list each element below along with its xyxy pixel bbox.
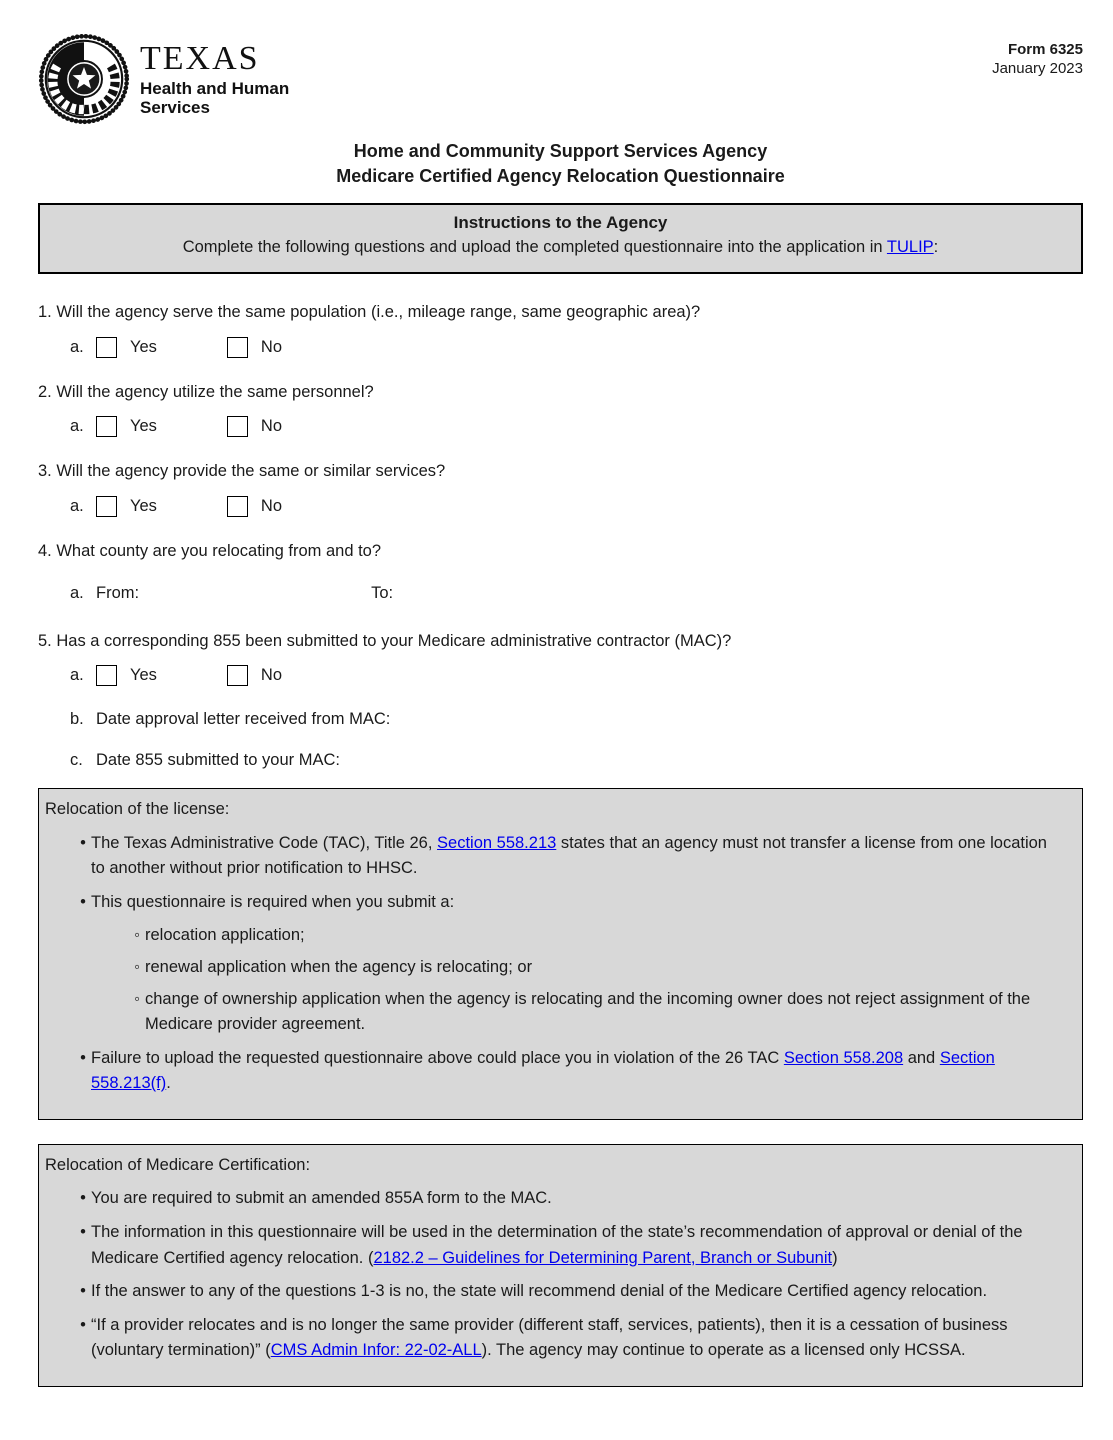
license-subbullet-2 — [45, 955, 1070, 981]
question-1-no-checkbox[interactable] — [227, 337, 248, 358]
question-3-no-label: No — [260, 496, 283, 515]
logo-text — [140, 33, 289, 117]
question-3-number: 3. — [38, 462, 52, 481]
question-3-yes-label: Yes — [130, 496, 157, 515]
medicare-bullet-2-text — [91, 1220, 1070, 1271]
question-5-label: Has a corresponding 855 been submitted to your Medicare administrative contractor (MAC)? — [56, 631, 732, 650]
circle-bullet-icon: ◦ — [134, 958, 140, 976]
form-info — [992, 33, 1083, 79]
tulip-link[interactable]: TULIP — [886, 238, 934, 257]
question-5-yes-checkbox[interactable] — [96, 665, 117, 686]
question-5-number: 5. — [38, 631, 52, 650]
document-title — [38, 139, 1083, 189]
question-2-answers — [70, 416, 1083, 437]
question-1-yes-checkbox[interactable] — [96, 337, 117, 358]
cms-admin-info-link[interactable]: CMS Admin Infor: 22-02-ALL — [270, 1341, 482, 1360]
question-5b-row — [70, 710, 1083, 729]
bullet-icon: • — [80, 833, 86, 852]
medicare-bullet-4-text — [91, 1313, 1070, 1364]
bullet-icon: • — [80, 1315, 86, 1334]
question-2-number: 2. — [38, 382, 52, 401]
license-bullet-1-text — [91, 831, 1070, 882]
license-bullet-1-post: states that an agency must not transfer a license from one location to another without prior notification to HHSC. — [91, 833, 1047, 878]
question-1-letter: a. — [70, 337, 84, 356]
medicare-bullet-1-text: You are required to submit an amended 855A form to the MAC. — [91, 1189, 552, 1208]
medicare-box-heading: Relocation of Medicare Certification: — [45, 1155, 311, 1174]
logo-sub-line2: Services — [140, 98, 210, 118]
section-558-213-link[interactable]: Section 558.213 — [437, 833, 557, 852]
texas-hhs-logo — [38, 33, 289, 125]
section-558-208-link[interactable]: Section 558.208 — [783, 1048, 904, 1067]
license-subbullet-1-text: relocation application; — [145, 926, 305, 945]
instructions-box — [38, 203, 1083, 274]
bullet-icon: • — [80, 892, 86, 911]
license-bullet-3-mid: and — [903, 1048, 940, 1067]
medicare-bullet-2 — [45, 1220, 1070, 1271]
license-bullet-3 — [45, 1046, 1070, 1097]
question-3-no-checkbox[interactable] — [227, 496, 248, 517]
question-1-no-label: No — [260, 337, 283, 356]
question-5-letter: a. — [70, 666, 84, 685]
question-3-answers — [70, 496, 1083, 517]
question-4-text — [38, 541, 1083, 562]
license-bullet-3-text — [91, 1046, 1070, 1097]
question-1-text — [38, 302, 1083, 323]
circle-bullet-icon: ◦ — [134, 989, 140, 1008]
question-1-yes-label: Yes — [130, 337, 157, 356]
license-subbullet-2-text: renewal application when the agency is relocating; or — [145, 958, 533, 976]
question-1-number: 1. — [38, 303, 52, 322]
license-subbullet-3-text: change of ownership application when the agency is relocating and the incoming owner does not reject assignment of the Medicare provider agreement. — [145, 989, 1031, 1034]
question-4-from-label: From: — [96, 583, 140, 602]
question-3-label: Will the agency provide the same or similar services? — [56, 462, 446, 481]
question-1-label: Will the agency serve the same population (i.e., mileage range, same geographic area)? — [56, 303, 701, 322]
license-bullet-2-text: This questionnaire is required when you submit a: — [91, 892, 455, 911]
question-1 — [38, 302, 1083, 358]
question-2-text — [38, 382, 1083, 403]
medicare-bullet-1 — [45, 1186, 1070, 1212]
license-bullet-3-pre: Failure to upload the requested questionnaire above could place you in violation of the 26 TAC — [91, 1048, 784, 1067]
question-5-text — [38, 631, 1083, 652]
question-3-yes-checkbox[interactable] — [96, 496, 117, 517]
medicare-bullet-4-post: ). The agency may continue to operate as a licensed only HCSSA. — [481, 1341, 966, 1360]
instructions-text-after: : — [933, 238, 939, 257]
question-5-yes-label: Yes — [130, 666, 157, 685]
logo-sub-text — [140, 79, 289, 117]
license-bullet-3-post: . — [166, 1074, 171, 1093]
logo-sub-line1: Health and Human — [140, 79, 290, 99]
license-subbullet-1 — [45, 923, 1070, 949]
medicare-bullet-4 — [45, 1313, 1070, 1364]
guidelines-2182-link[interactable]: 2182.2 – Guidelines for Determining Parent, Branch or Subunit — [373, 1248, 833, 1267]
question-3-letter: a. — [70, 496, 84, 515]
license-bullet-1 — [45, 831, 1070, 882]
medicare-bullet-2-post: ) — [832, 1248, 838, 1267]
question-2-yes-label: Yes — [130, 417, 157, 436]
bullet-icon: • — [80, 1222, 86, 1241]
question-4-from-to-row — [70, 584, 1083, 603]
question-3-text — [38, 461, 1083, 482]
instructions-text — [50, 235, 1071, 260]
question-2 — [38, 382, 1083, 438]
license-relocation-box — [38, 788, 1083, 1120]
instructions-heading: Instructions to the Agency — [453, 213, 668, 233]
license-box-heading: Relocation of the license: — [45, 800, 230, 819]
section-558-213f-link[interactable]: Section 558.213(f) — [91, 1048, 995, 1093]
document-title-line2: Medicare Certified Agency Relocation Questionnaire — [336, 166, 785, 187]
question-2-label: Will the agency utilize the same personnel? — [56, 382, 374, 401]
bullet-icon: • — [80, 1189, 86, 1208]
page-header — [38, 33, 1083, 125]
question-2-letter: a. — [70, 417, 84, 436]
question-4 — [38, 541, 1083, 603]
question-5c-label: Date 855 submitted to your MAC: — [96, 751, 340, 770]
medicare-bullet-3-text: If the answer to any of the questions 1-3 is no, the state will recommend denial of the Medicare Certified agency relocation. — [91, 1282, 988, 1301]
question-5-no-checkbox[interactable] — [227, 665, 248, 686]
question-5-answers — [70, 665, 1083, 686]
medicare-bullet-3 — [45, 1279, 1070, 1305]
question-5c-letter: c. — [70, 751, 83, 770]
medicare-relocation-box — [38, 1144, 1083, 1387]
form-number: Form 6325 — [1007, 41, 1083, 58]
question-4-letter: a. — [70, 583, 84, 602]
form-date: January 2023 — [992, 59, 1083, 77]
bullet-icon: • — [80, 1048, 86, 1067]
question-5c-row — [70, 751, 1083, 770]
question-5-no-label: No — [260, 666, 283, 685]
question-4-label: What county are you relocating from and to? — [56, 541, 382, 560]
question-4-number: 4. — [38, 541, 52, 560]
question-2-yes-checkbox[interactable] — [96, 416, 117, 437]
question-2-no-label: No — [260, 417, 283, 436]
question-5b-label: Date approval letter received from MAC: — [96, 710, 391, 729]
bullet-icon: • — [80, 1282, 86, 1301]
question-3 — [38, 461, 1083, 517]
medicare-bullet-2-pre: The information in this questionnaire will be used in the determination of the state’s recommendation of approval or denial of the Medicare Certified agency relocation. ( — [91, 1222, 1023, 1267]
logo-org-name: TEXAS — [140, 40, 260, 77]
question-5b-letter: b. — [70, 710, 84, 729]
document-title-line1: Home and Community Support Services Agency — [353, 141, 768, 161]
circle-bullet-icon: ◦ — [134, 926, 140, 945]
question-2-no-checkbox[interactable] — [227, 416, 248, 437]
question-1-answers — [70, 337, 1083, 358]
question-4-to-label: To: — [371, 583, 394, 602]
question-5 — [38, 631, 1083, 771]
instructions-text-before: Complete the following questions and upload the completed questionnaire into the application in — [182, 238, 887, 257]
medicare-bullet-4-pre: “If a provider relocates and is no longer the same provider (different staff, services, patients), then it is a cessation of business (voluntary termination)” ( — [91, 1315, 1008, 1360]
license-subbullet-3 — [45, 987, 1070, 1038]
texas-hhs-seal-icon — [38, 33, 130, 125]
questions-section — [38, 302, 1083, 770]
license-bullet-2 — [45, 890, 1070, 916]
license-bullet-1-pre: The Texas Administrative Code (TAC), Title 26, — [91, 833, 438, 852]
